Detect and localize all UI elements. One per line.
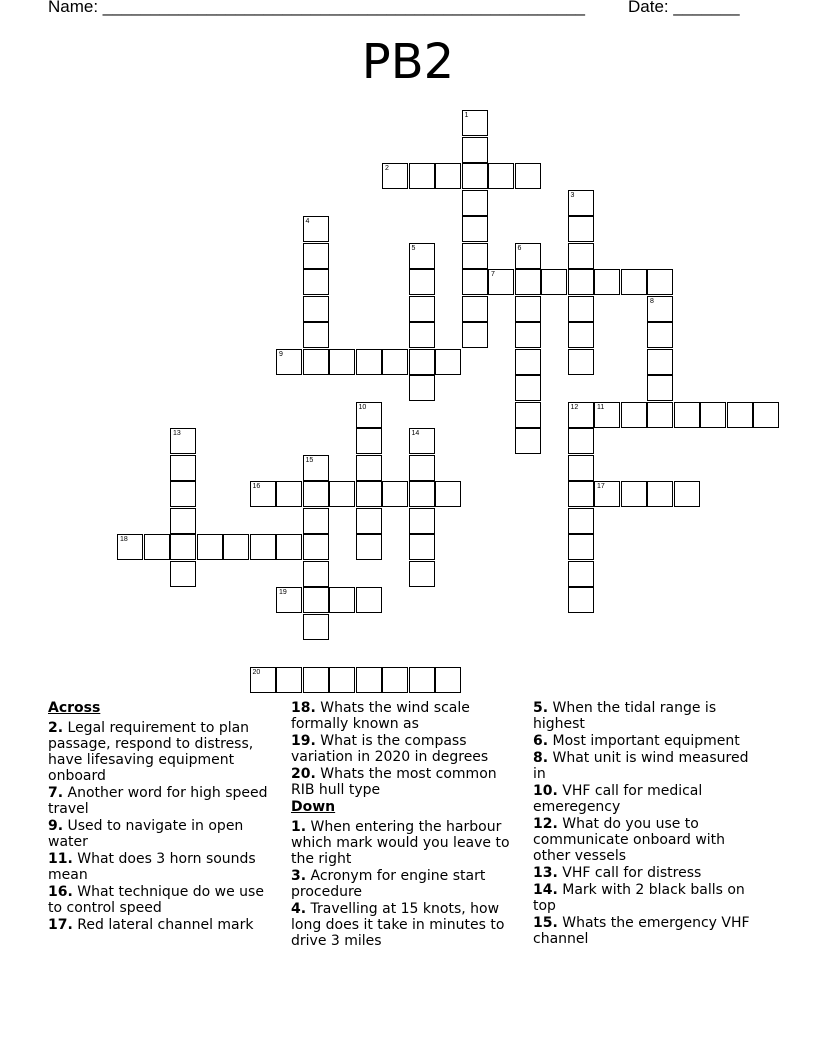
grid-cell-number: 5 <box>411 244 416 252</box>
clue-down-4: 4. Travelling at 15 knots, how long does it take in minutes to drive 3 miles <box>291 901 505 949</box>
grid-cell[interactable] <box>250 481 276 507</box>
grid-cell[interactable] <box>462 110 488 136</box>
grid-cell[interactable] <box>250 667 276 693</box>
grid-cell-number: 1 <box>464 112 469 119</box>
grid-cell[interactable] <box>303 534 329 560</box>
grid-cell[interactable] <box>409 163 435 189</box>
grid-cell-number: 4 <box>305 218 310 225</box>
grid-cell[interactable] <box>276 534 302 560</box>
grid-cell[interactable] <box>356 481 382 507</box>
date-field-label[interactable]: Date: _______ <box>628 0 740 16</box>
grid-cell[interactable] <box>568 534 594 560</box>
grid-cell[interactable] <box>170 455 196 481</box>
grid-cell[interactable] <box>674 481 700 507</box>
clue-across-7: 7. Another word for high speed travel <box>48 785 268 817</box>
grid-cell[interactable] <box>303 243 329 269</box>
grid-cell[interactable] <box>462 269 488 295</box>
grid-cell[interactable] <box>409 428 435 454</box>
name-field-label[interactable]: Name: ___________________________________________________ <box>48 0 585 16</box>
grid-cell[interactable] <box>462 137 488 163</box>
grid-cell[interactable] <box>276 667 302 693</box>
grid-cell-number: 16 <box>252 483 261 490</box>
grid-cell[interactable] <box>303 216 329 242</box>
grid-cell[interactable] <box>409 349 435 375</box>
grid-cell[interactable] <box>700 402 726 428</box>
grid-cell[interactable] <box>303 455 329 481</box>
grid-cell[interactable] <box>356 667 382 693</box>
grid-cell[interactable] <box>727 402 753 428</box>
grid-cell[interactable] <box>621 481 647 507</box>
page-title: PB2 <box>361 34 455 90</box>
clues-column-1 <box>48 700 280 934</box>
clue-down-15: 15. Whats the emergency VHF channel <box>533 915 750 947</box>
grid-cell[interactable] <box>329 481 355 507</box>
clue-across-9: 9. Used to navigate in open water <box>48 818 244 850</box>
grid-cell[interactable] <box>329 587 355 613</box>
grid-cell[interactable] <box>409 243 435 269</box>
grid-cell[interactable] <box>462 296 488 322</box>
grid-cell[interactable] <box>435 667 461 693</box>
grid-cell[interactable] <box>356 534 382 560</box>
clue-down-13: 13. VHF call for distress <box>533 865 702 881</box>
clue-down-14: 14. Mark with 2 black balls on top <box>533 882 745 914</box>
grid-cell[interactable] <box>170 534 196 560</box>
grid-cell[interactable] <box>462 216 488 242</box>
grid-cell-number: 15 <box>305 456 314 464</box>
grid-cell[interactable] <box>515 322 541 348</box>
grid-cell[interactable] <box>303 587 329 613</box>
grid-cell[interactable] <box>170 481 196 507</box>
grid-cell-number: 2 <box>385 165 389 172</box>
grid-cell[interactable] <box>568 349 594 375</box>
grid-cell[interactable] <box>356 428 382 454</box>
grid-cell[interactable] <box>594 269 620 295</box>
grid-cell[interactable] <box>594 481 620 507</box>
grid-cell[interactable] <box>462 190 488 216</box>
grid-cell[interactable] <box>382 349 408 375</box>
grid-cell[interactable] <box>303 508 329 534</box>
grid-cell[interactable] <box>303 322 329 348</box>
grid-cell[interactable] <box>435 481 461 507</box>
grid-cell[interactable] <box>170 428 196 454</box>
grid-cell[interactable] <box>276 349 302 375</box>
grid-cell-number: 19 <box>279 589 287 596</box>
grid-cell[interactable] <box>303 614 329 640</box>
grid-cell[interactable] <box>356 349 382 375</box>
grid-cell[interactable] <box>515 349 541 375</box>
grid-cell[interactable] <box>647 269 673 295</box>
grid-cell[interactable] <box>515 402 541 428</box>
grid-cell-number: 17 <box>597 483 605 490</box>
grid-cell[interactable] <box>568 455 594 481</box>
grid-cell[interactable] <box>435 349 461 375</box>
grid-cell-number: 6 <box>517 244 522 252</box>
grid-cell[interactable] <box>621 269 647 295</box>
grid-cell[interactable] <box>356 455 382 481</box>
grid-cell-number: 10 <box>358 403 367 411</box>
clues-column-2 <box>291 700 523 950</box>
grid-cell-number: 9 <box>279 350 283 358</box>
grid-cell[interactable] <box>647 322 673 348</box>
grid-cell[interactable] <box>462 322 488 348</box>
grid-cell[interactable] <box>515 375 541 401</box>
grid-cell[interactable] <box>488 269 514 295</box>
grid-cell-number: 18 <box>120 536 128 543</box>
grid-cell[interactable] <box>356 587 382 613</box>
grid-cell[interactable] <box>329 349 355 375</box>
grid-cell[interactable] <box>515 428 541 454</box>
grid-cell[interactable] <box>753 402 779 428</box>
grid-cell[interactable] <box>568 322 594 348</box>
grid-cell[interactable] <box>223 534 249 560</box>
clue-across-18: 18. Whats the wind scale formally known as <box>291 700 470 732</box>
grid-cell-number: 14 <box>411 430 420 437</box>
clues-column-3 <box>533 700 765 948</box>
grid-cell[interactable] <box>462 243 488 269</box>
grid-cell[interactable] <box>303 349 329 375</box>
clue-down-6: 6. Most important equipment <box>533 733 740 749</box>
grid-cell[interactable] <box>541 269 567 295</box>
clue-across-17: 17. Red lateral channel mark <box>48 917 254 933</box>
grid-cell[interactable] <box>594 402 620 428</box>
grid-cell-number: 20 <box>252 668 261 676</box>
grid-cell[interactable] <box>568 481 594 507</box>
grid-cell[interactable] <box>303 296 329 322</box>
grid-cell[interactable] <box>382 667 408 693</box>
grid-cell[interactable] <box>303 269 329 295</box>
grid-cell[interactable] <box>409 508 435 534</box>
grid-cell[interactable] <box>568 402 594 428</box>
clue-down-3: 3. Acronym for engine start procedure <box>291 868 486 900</box>
grid-cell[interactable] <box>568 587 594 613</box>
grid-cell-number: 13 <box>173 430 181 437</box>
grid-cell[interactable] <box>568 190 594 216</box>
grid-cell[interactable] <box>250 534 276 560</box>
grid-cell[interactable] <box>568 216 594 242</box>
grid-cell[interactable] <box>568 243 594 269</box>
grid-cell[interactable] <box>409 455 435 481</box>
grid-cell[interactable] <box>144 534 170 560</box>
clue-down-8: 8. What unit is wind measured in <box>533 750 749 782</box>
grid-cell[interactable] <box>303 667 329 693</box>
grid-cell[interactable] <box>409 534 435 560</box>
grid-cell[interactable] <box>568 296 594 322</box>
grid-cell[interactable] <box>356 508 382 534</box>
grid-cell[interactable] <box>515 296 541 322</box>
clue-down-10: 10. VHF call for medical emeregency <box>533 783 703 815</box>
grid-cell[interactable] <box>568 269 594 295</box>
grid-cell[interactable] <box>621 402 647 428</box>
grid-cell[interactable] <box>276 481 302 507</box>
grid-cell[interactable] <box>674 402 700 428</box>
grid-cell[interactable] <box>515 269 541 295</box>
grid-cell[interactable] <box>409 561 435 587</box>
grid-cell-number: 8 <box>650 297 654 305</box>
clue-across-19: 19. What is the compass variation in 2020 in degrees <box>291 733 489 765</box>
grid-cell[interactable] <box>568 561 594 587</box>
grid-cell[interactable] <box>647 349 673 375</box>
grid-cell[interactable] <box>568 508 594 534</box>
grid-cell[interactable] <box>647 375 673 401</box>
grid-cell[interactable] <box>647 481 673 507</box>
clue-down-12: 12. What do you use to communicate onboard with other vessels <box>533 816 726 864</box>
grid-cell[interactable] <box>117 534 143 560</box>
grid-cell[interactable] <box>515 243 541 269</box>
grid-cell[interactable] <box>170 561 196 587</box>
clue-down-5: 5. When the tidal range is highest <box>533 700 717 732</box>
grid-cell[interactable] <box>462 163 488 189</box>
grid-cell-number: 7 <box>491 271 495 278</box>
grid-cell[interactable] <box>303 481 329 507</box>
grid-cell[interactable] <box>435 163 461 189</box>
grid-cell[interactable] <box>170 508 196 534</box>
clue-across-16: 16. What technique do we use to control speed <box>48 884 264 916</box>
grid-cell[interactable] <box>409 667 435 693</box>
grid-cell[interactable] <box>382 163 408 189</box>
grid-cell[interactable] <box>329 667 355 693</box>
grid-cell[interactable] <box>409 375 435 401</box>
grid-cell[interactable] <box>276 587 302 613</box>
grid-cell-number: 11 <box>597 403 605 411</box>
grid-cell[interactable] <box>356 402 382 428</box>
grid-cell[interactable] <box>382 481 408 507</box>
grid-cell[interactable] <box>488 163 514 189</box>
grid-cell[interactable] <box>409 296 435 322</box>
clue-across-2: 2. Legal requirement to plan passage, respond to distress, have lifesaving equipment onboard <box>48 720 254 784</box>
grid-cell[interactable] <box>197 534 223 560</box>
grid-cell-number: 3 <box>570 191 575 199</box>
grid-cell[interactable] <box>568 428 594 454</box>
grid-cell-number: 12 <box>570 403 579 411</box>
clue-across-11: 11. What does 3 horn sounds mean <box>48 851 256 883</box>
clue-down-1: 1. When entering the harbour which mark would you leave to the right <box>291 819 510 867</box>
grid-cell[interactable] <box>409 269 435 295</box>
grid-cell[interactable] <box>647 402 673 428</box>
down-heading: Down <box>291 799 336 815</box>
grid-cell[interactable] <box>303 561 329 587</box>
across-heading: Across <box>48 700 101 716</box>
grid-cell[interactable] <box>409 481 435 507</box>
clue-across-20: 20. Whats the most common RIB hull type <box>291 766 497 798</box>
grid-cell[interactable] <box>515 163 541 189</box>
grid-cell[interactable] <box>647 296 673 322</box>
grid-cell[interactable] <box>409 322 435 348</box>
